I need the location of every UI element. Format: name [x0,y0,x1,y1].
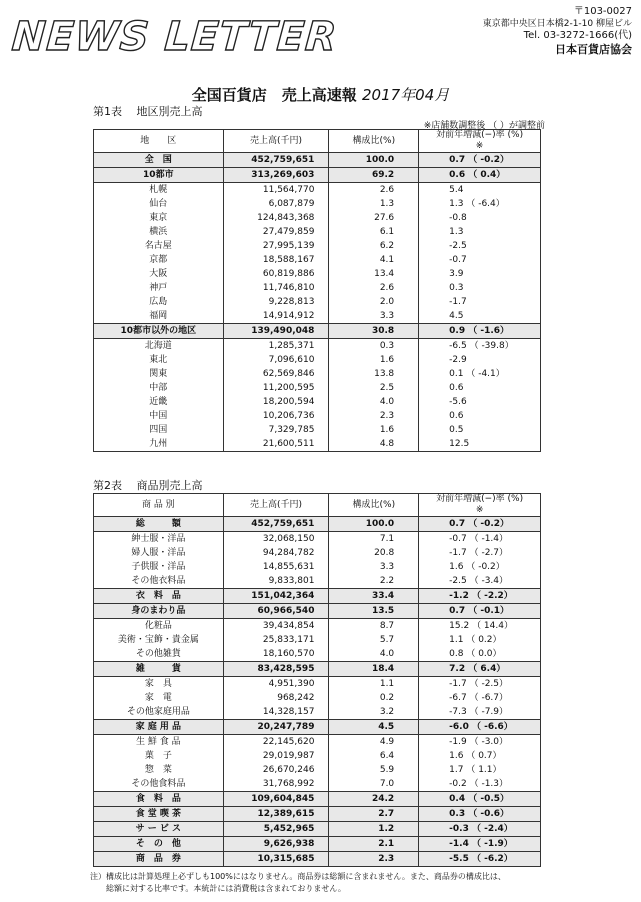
table-row [94,168,541,183]
row-ratio: 3.3 [329,309,419,324]
row-change: -2.5 [449,241,467,251]
row-name: 10都市以外の地区 [94,324,224,339]
report-date: 2017年04月 [361,86,450,104]
row-name: 家 庭 用 品 [94,720,224,735]
row-name: 家 電 [94,691,224,705]
row-ratio: 24.2 [329,792,419,807]
row-change: 1.7 （ 1.1） [449,765,502,775]
row-change: 0.6 [449,383,464,393]
table-row [94,381,541,395]
footnote-line-2: 総額に対する比率です。本統計には消費税は含まれておりません。 [106,884,346,893]
row-amount: 9,228,813 [223,295,329,309]
row-name: 大阪 [94,267,224,281]
row-ratio: 2.3 [329,852,419,867]
row-amount: 22,145,620 [223,735,329,750]
row-change: -1.2 （ -2.2） [419,589,541,604]
row-name: 北海道 [94,339,224,354]
row-ratio: 33.4 [329,589,419,604]
row-name: 横浜 [94,225,224,239]
row-name: 惣 菜 [94,763,224,777]
table-row [94,619,541,634]
table-row [94,560,541,574]
header-region: 地 区 [94,130,224,153]
row-ratio: 13.4 [329,267,419,281]
footnote [90,871,540,895]
row-ratio: 2.7 [329,807,419,822]
row-change: -1.7 （ -2.7） [449,548,509,558]
table-header-row [94,130,541,153]
row-change: 7.2 （ 6.4） [419,662,541,677]
row-amount: 94,284,782 [223,546,329,560]
row-ratio: 100.0 [329,153,419,168]
row-ratio: 6.4 [329,749,419,763]
row-amount: 18,160,570 [223,647,329,662]
row-name: 四国 [94,423,224,437]
row-amount: 11,200,595 [223,381,329,395]
row-change: -0.2 （ -1.3） [449,779,509,789]
row-ratio: 2.0 [329,295,419,309]
row-change: 0.1 （ -4.1） [449,369,505,379]
row-ratio: 13.8 [329,367,419,381]
table-row [94,295,541,309]
row-ratio: 6.2 [329,239,419,253]
row-ratio: 1.2 [329,822,419,837]
row-ratio: 2.6 [329,183,419,198]
row-name: 関東 [94,367,224,381]
table-header-row [94,494,541,517]
row-amount: 27,479,859 [223,225,329,239]
table-row [94,153,541,168]
row-ratio: 7.1 [329,532,419,547]
row-name: 京都 [94,253,224,267]
table-row [94,662,541,677]
row-ratio: 2.1 [329,837,419,852]
row-ratio: 1.3 [329,197,419,211]
footnote-line-1: 注）構成比は計算処理上必ずしも100%にはなりません。商品券は総額に含まれません。また、商品券の構成比は、 [90,872,506,881]
table-row [94,367,541,381]
row-amount: 60,966,540 [223,604,329,619]
row-amount: 12,389,615 [223,807,329,822]
row-name: 食 堂 喫 茶 [94,807,224,822]
table-row [94,705,541,720]
row-change: 0.6 （ 0.4） [419,168,541,183]
row-name: 生 鮮 食 品 [94,735,224,750]
row-amount: 6,087,879 [223,197,329,211]
row-ratio: 4.8 [329,437,419,452]
row-ratio: 1.6 [329,423,419,437]
row-amount: 11,564,770 [223,183,329,198]
row-ratio: 30.8 [329,324,419,339]
header-amount: 売上高(千円) [223,130,329,153]
table-row [94,837,541,852]
row-amount: 18,200,594 [223,395,329,409]
row-amount: 11,746,810 [223,281,329,295]
row-change: -7.3 （ -7.9） [449,707,509,717]
row-change: -0.8 [449,213,467,223]
row-ratio: 0.3 [329,339,419,354]
row-change: 0.3 [449,283,464,293]
row-ratio: 3.2 [329,705,419,720]
row-name: 東京 [94,211,224,225]
row-change: 1.6 （ -0.2） [449,562,505,572]
row-change: 0.7 （ -0.1） [419,604,541,619]
header-ratio: 構成比(%) [329,130,419,153]
row-ratio: 6.1 [329,225,419,239]
row-change: 0.9 （ -1.6） [419,324,541,339]
row-amount: 10,315,685 [223,852,329,867]
row-name: そ の 他 [94,837,224,852]
row-amount: 10,206,736 [223,409,329,423]
row-change: 0.7 （ -0.2） [419,153,541,168]
row-ratio: 0.2 [329,691,419,705]
row-change: 1.3 （ -6.4） [449,199,505,209]
row-name: 近畿 [94,395,224,409]
table-row [94,532,541,547]
row-name: 10都市 [94,168,224,183]
row-name: 札幌 [94,183,224,198]
row-change: -0.7 （ -1.4） [419,532,541,547]
row-change: -6.7 （ -6.7） [449,693,509,703]
row-ratio: 100.0 [329,517,419,532]
table-row [94,309,541,324]
row-name: 紳士服・洋品 [94,532,224,547]
row-change: 0.7 （ -0.2） [419,517,541,532]
row-ratio: 5.9 [329,763,419,777]
table-row [94,852,541,867]
row-name: 雑 貨 [94,662,224,677]
row-name: その他食料品 [94,777,224,792]
row-change: -1.7 [449,297,467,307]
row-ratio: 2.3 [329,409,419,423]
row-ratio: 2.5 [329,381,419,395]
row-amount: 60,819,886 [223,267,329,281]
table-row [94,339,541,354]
row-change: 0.3 （ -0.6） [419,807,541,822]
row-ratio: 4.9 [329,735,419,750]
table-row [94,792,541,807]
header-change: 対前年増減(−)率 (%) ※ [419,130,541,153]
row-ratio: 4.5 [329,720,419,735]
row-amount: 5,452,965 [223,822,329,837]
row-name: 家 具 [94,677,224,692]
row-amount: 62,569,846 [223,367,329,381]
row-name: 神戸 [94,281,224,295]
row-amount: 151,042,364 [223,589,329,604]
row-amount: 14,855,631 [223,560,329,574]
table-row [94,807,541,822]
row-change: 5.4 [419,183,541,198]
row-name: サ ー ビ ス [94,822,224,837]
publisher-address-block [483,6,632,56]
table-row [94,423,541,437]
row-change: 0.4 （ -0.5） [419,792,541,807]
row-ratio: 4.0 [329,647,419,662]
row-amount: 26,670,246 [223,763,329,777]
table-row [94,777,541,792]
organization-name: 日本百貨店協会 [555,43,632,56]
report-title-main: 全国百貨店 売上高速報 [191,86,357,104]
row-ratio: 7.0 [329,777,419,792]
row-name: 中国 [94,409,224,423]
table-row [94,517,541,532]
row-ratio: 3.3 [329,560,419,574]
row-change: -0.3 （ -2.4） [419,822,541,837]
row-name: 東北 [94,353,224,367]
row-ratio: 4.1 [329,253,419,267]
row-amount: 18,588,167 [223,253,329,267]
street-address: 東京都中央区日本橋2-1-10 柳屋ビル [482,19,632,29]
header-change: 対前年増減(−)率 (%) ※ [419,494,541,517]
row-change: -5.5 （ -6.2） [419,852,541,867]
row-amount: 452,759,651 [223,153,329,168]
table-row [94,749,541,763]
table-row [94,735,541,750]
row-name: その他雑貨 [94,647,224,662]
row-name: 仙台 [94,197,224,211]
row-ratio: 27.6 [329,211,419,225]
table-row [94,633,541,647]
row-amount: 27,995,139 [223,239,329,253]
table1-note: ※店舗数調整後 （ ）が調整前 [423,121,545,131]
row-ratio: 2.2 [329,574,419,589]
row-amount: 109,604,845 [223,792,329,807]
table-row [94,677,541,692]
row-amount: 4,951,390 [223,677,329,692]
row-change: -2.9 [449,355,467,365]
row-change: 12.5 [449,439,470,449]
row-change: 0.8 （ 0.0） [449,649,502,659]
telephone: Tel. 03-3272-1666(代) [523,30,632,41]
row-name: 名古屋 [94,239,224,253]
row-change: -0.7 [449,255,467,265]
row-ratio: 8.7 [329,619,419,634]
row-amount: 14,914,912 [223,309,329,324]
table-row [94,763,541,777]
row-amount: 9,626,938 [223,837,329,852]
row-amount: 21,600,511 [223,437,329,452]
table-row [94,197,541,211]
row-name: 総 額 [94,517,224,532]
regional-sales-table [93,129,541,452]
row-ratio: 20.8 [329,546,419,560]
row-change: 15.2 （ 14.4） [419,619,541,634]
table-row [94,324,541,339]
row-change: 1.6 （ 0.7） [449,751,502,761]
row-ratio: 1.6 [329,353,419,367]
row-amount: 20,247,789 [223,720,329,735]
table-row [94,353,541,367]
row-amount: 32,068,150 [223,532,329,547]
row-amount: 39,434,854 [223,619,329,634]
row-name: 婦人服・洋品 [94,546,224,560]
row-change: -1.9 （ -3.0） [419,735,541,750]
masthead [12,6,632,66]
row-amount: 139,490,048 [223,324,329,339]
postal-code: 〒103-0027 [573,6,632,17]
row-name: 身のまわり品 [94,604,224,619]
header-amount: 売上高(千円) [223,494,329,517]
table-row [94,225,541,239]
row-amount: 7,096,610 [223,353,329,367]
row-amount: 14,328,157 [223,705,329,720]
row-change: -1.4 （ -1.9） [419,837,541,852]
row-name: 全 国 [94,153,224,168]
row-change: -6.0 （ -6.6） [419,720,541,735]
row-name: 美術・宝飾・貴金属 [94,633,224,647]
header-ratio: 構成比(%) [329,494,419,517]
report-title [0,84,641,105]
row-ratio: 13.5 [329,604,419,619]
table2-caption: 第2表 商品別売上高 [93,479,203,492]
table-row [94,437,541,452]
row-name: 化粧品 [94,619,224,634]
row-ratio: 1.1 [329,677,419,692]
row-name: 食 料 品 [94,792,224,807]
row-change: 4.5 [449,311,464,321]
table-row [94,691,541,705]
row-ratio: 4.0 [329,395,419,409]
row-ratio: 18.4 [329,662,419,677]
row-change: 1.1 （ 0.2） [449,635,502,645]
row-ratio: 5.7 [329,633,419,647]
row-change: -5.6 [449,397,467,407]
row-amount: 9,833,801 [223,574,329,589]
row-name: 衣 料 品 [94,589,224,604]
row-amount: 313,269,603 [223,168,329,183]
table-row [94,211,541,225]
row-name: 中部 [94,381,224,395]
row-amount: 968,242 [223,691,329,705]
row-change: -2.5 （ -3.4） [449,576,509,586]
row-amount: 83,428,595 [223,662,329,677]
header-category: 商 品 別 [94,494,224,517]
row-amount: 25,833,171 [223,633,329,647]
row-name: 福岡 [94,309,224,324]
table-row [94,239,541,253]
newsletter-logo: NEWS LETTER [10,14,339,60]
row-amount: 452,759,651 [223,517,329,532]
row-name: 菓 子 [94,749,224,763]
row-amount: 124,843,368 [223,211,329,225]
table-row [94,546,541,560]
row-amount: 1,285,371 [223,339,329,354]
row-name: その他家庭用品 [94,705,224,720]
row-name: 九州 [94,437,224,452]
row-name: 広島 [94,295,224,309]
row-amount: 29,019,987 [223,749,329,763]
table-row [94,395,541,409]
row-change: 1.3 [449,227,464,237]
table-row [94,720,541,735]
row-name: 子供服・洋品 [94,560,224,574]
row-ratio: 2.6 [329,281,419,295]
row-amount: 31,768,992 [223,777,329,792]
row-change: -6.5 （ -39.8） [419,339,541,354]
table-row [94,267,541,281]
table-row [94,281,541,295]
row-amount: 7,329,785 [223,423,329,437]
row-ratio: 69.2 [329,168,419,183]
table-row [94,183,541,198]
row-name: 商 品 券 [94,852,224,867]
table-row [94,253,541,267]
table-row [94,589,541,604]
row-change: -1.7 （ -2.5） [419,677,541,692]
table1-caption: 第1表 地区別売上高 [93,105,203,118]
table-row [94,822,541,837]
row-change: 0.6 [449,411,464,421]
product-sales-table [93,493,541,867]
row-change: 3.9 [449,269,464,279]
row-change: 0.5 [449,425,464,435]
row-name: その他衣料品 [94,574,224,589]
table-row [94,647,541,662]
table-row [94,409,541,423]
table-row [94,604,541,619]
table-row [94,574,541,589]
